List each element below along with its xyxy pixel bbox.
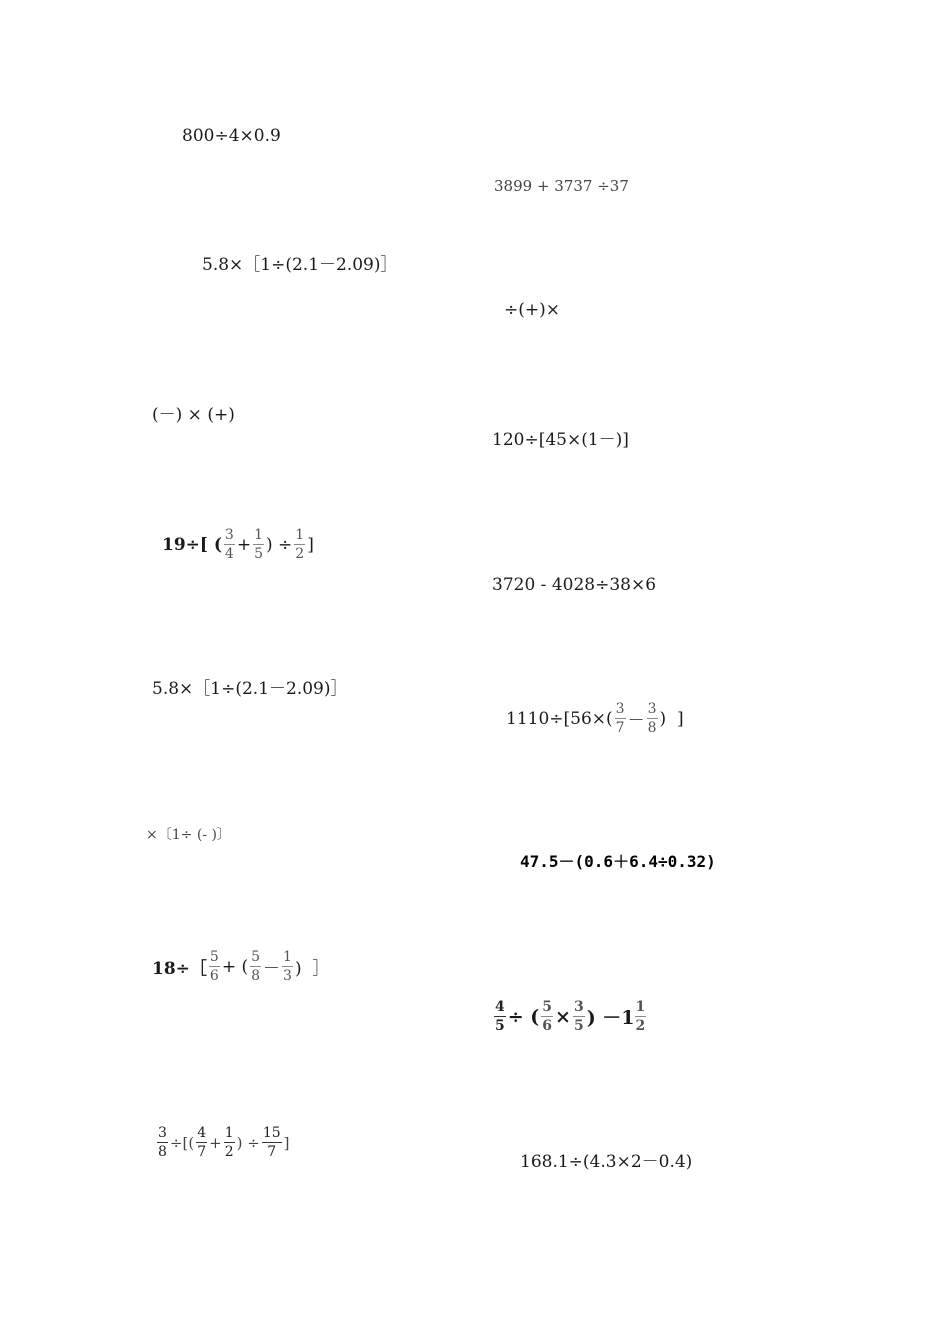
problem-5 bbox=[152, 400, 235, 425]
fraction bbox=[573, 1000, 585, 1033]
fraction-denominator: 2 bbox=[295, 546, 305, 562]
problem-6 bbox=[492, 425, 629, 450]
fraction-denominator: 5 bbox=[573, 1018, 584, 1034]
operator: ) ÷ bbox=[236, 1133, 260, 1152]
problem-7 bbox=[162, 528, 314, 561]
fraction-denominator: 4 bbox=[224, 546, 234, 562]
fraction-numerator: 1 bbox=[224, 1125, 234, 1141]
problem-8-text: 3720 - 4028÷38×6 bbox=[492, 575, 657, 595]
problem-13-lead: 18÷［ bbox=[152, 959, 207, 979]
problem-15 bbox=[155, 1126, 290, 1159]
bracket: ) ］ bbox=[294, 959, 330, 979]
fraction bbox=[157, 1126, 168, 1159]
fraction bbox=[262, 1126, 282, 1159]
bracket: ] bbox=[283, 1133, 290, 1152]
fraction bbox=[209, 950, 220, 983]
fraction bbox=[224, 1126, 235, 1159]
fraction bbox=[250, 950, 261, 983]
problem-9-text: 5.8×［1÷(2.1－2.09)］ bbox=[152, 679, 348, 699]
fraction-denominator: 5 bbox=[254, 546, 264, 562]
fraction bbox=[635, 1000, 647, 1033]
fraction-numerator: 15 bbox=[262, 1125, 281, 1141]
fraction-denominator: 5 bbox=[495, 1018, 505, 1034]
operator: ÷ ( bbox=[507, 1005, 540, 1028]
operator: + ( bbox=[221, 956, 249, 977]
fraction-denominator: 7 bbox=[267, 1144, 277, 1160]
problem-10 bbox=[506, 702, 684, 735]
fraction-denominator: 2 bbox=[224, 1144, 234, 1160]
fraction-numerator: 3 bbox=[158, 1125, 167, 1141]
problem-8 bbox=[492, 575, 656, 595]
problem-2 bbox=[494, 177, 629, 195]
bracket: ] bbox=[307, 534, 314, 555]
fraction-denominator: 7 bbox=[615, 720, 625, 736]
problem-12-text: 47.5－(0.6＋6.4÷0.32) bbox=[520, 852, 716, 871]
fraction-numerator: 3 bbox=[224, 527, 234, 543]
fraction-denominator: 8 bbox=[647, 720, 657, 736]
fraction bbox=[196, 1126, 207, 1159]
problem-12 bbox=[520, 849, 716, 872]
fraction bbox=[647, 702, 658, 735]
fraction bbox=[282, 950, 293, 983]
problem-16-text: 168.1÷(4.3×2－0.4) bbox=[520, 1152, 693, 1172]
fraction-denominator: 6 bbox=[542, 1018, 553, 1034]
problem-6-text: 120÷[45×(1－)] bbox=[492, 430, 629, 450]
bracket: ) ] bbox=[659, 708, 684, 729]
fraction-numerator: 1 bbox=[283, 949, 292, 965]
fraction-numerator: 3 bbox=[615, 701, 625, 717]
operator: × bbox=[555, 1005, 571, 1028]
fraction-denominator: 2 bbox=[635, 1018, 646, 1034]
fraction bbox=[294, 528, 305, 561]
fraction bbox=[253, 528, 264, 561]
fraction-numerator: 3 bbox=[647, 701, 657, 717]
operator: ÷[( bbox=[169, 1133, 195, 1152]
problem-10-lead: 1110÷[56×( bbox=[506, 708, 613, 729]
fraction-numerator: 1 bbox=[635, 999, 646, 1015]
fraction-numerator: 5 bbox=[209, 949, 219, 965]
fraction-numerator: 1 bbox=[295, 527, 305, 543]
fraction-numerator: 1 bbox=[254, 527, 264, 543]
problem-7-lead: 19÷[ ( bbox=[162, 534, 222, 555]
fraction bbox=[494, 1000, 506, 1033]
fraction-denominator: 7 bbox=[197, 1144, 207, 1160]
fraction-numerator: 3 bbox=[573, 999, 584, 1015]
problem-14 bbox=[492, 1000, 648, 1033]
operator: － bbox=[263, 959, 281, 979]
problem-4 bbox=[504, 300, 560, 320]
problem-5-text: (－) × (+) bbox=[152, 405, 235, 425]
fraction-denominator: 8 bbox=[158, 1144, 167, 1160]
problem-3 bbox=[202, 250, 398, 275]
fraction-denominator: 8 bbox=[251, 968, 261, 984]
problem-13 bbox=[152, 950, 329, 983]
fraction bbox=[224, 528, 235, 561]
operator: + bbox=[236, 534, 252, 555]
operator: － bbox=[627, 711, 645, 731]
fraction-numerator: 4 bbox=[197, 1125, 207, 1141]
problem-2-text: 3899 + 3737 ÷37 bbox=[494, 177, 629, 195]
fraction bbox=[615, 702, 626, 735]
problem-4-text: ÷(+)× bbox=[504, 300, 560, 320]
fraction-numerator: 5 bbox=[251, 949, 261, 965]
operator: ) －1 bbox=[586, 1007, 635, 1029]
operator: + bbox=[209, 1133, 222, 1152]
operator: ) ÷ bbox=[266, 534, 293, 555]
fraction-denominator: 6 bbox=[209, 968, 219, 984]
problem-3-text: 5.8×［1÷(2.1－2.09)］ bbox=[202, 255, 398, 275]
problem-11-text: ×〔1÷ (- )〕 bbox=[146, 827, 231, 843]
problem-9 bbox=[152, 674, 348, 699]
fraction-numerator: 5 bbox=[542, 999, 553, 1015]
problem-16 bbox=[520, 1147, 692, 1172]
problem-11 bbox=[146, 824, 231, 844]
fraction-denominator: 3 bbox=[283, 968, 292, 984]
problem-1 bbox=[182, 126, 281, 146]
fraction bbox=[541, 1000, 553, 1033]
problem-1-text: 800÷4×0.9 bbox=[182, 126, 281, 146]
fraction-numerator: 4 bbox=[495, 999, 505, 1015]
